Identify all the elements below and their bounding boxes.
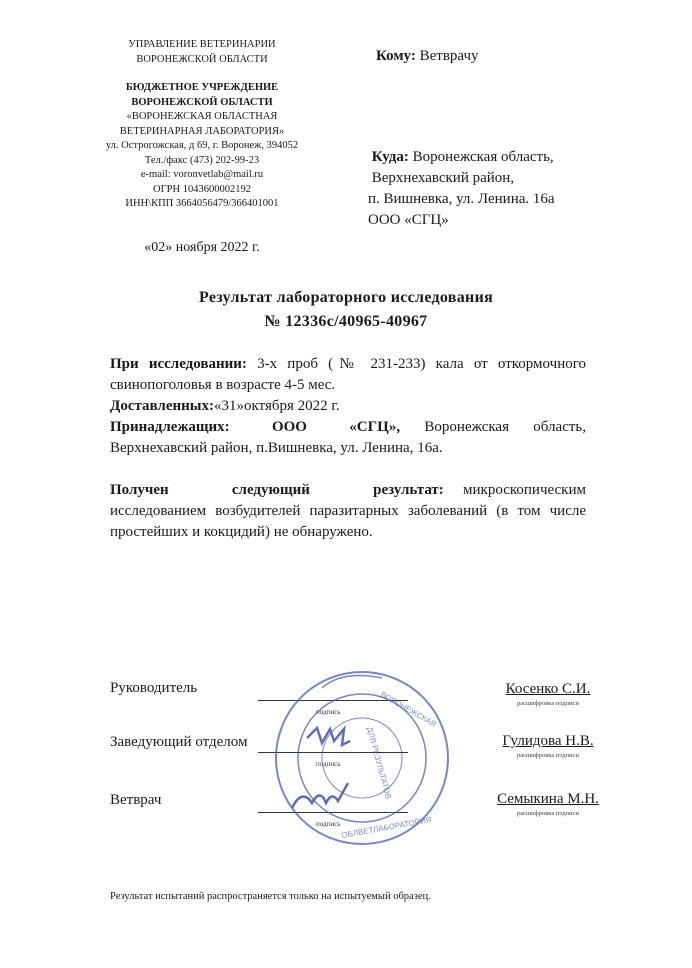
where-line: Воронежская область,: [412, 149, 554, 165]
owner-label: Принадлежащих: ООО «СГЦ»,: [110, 419, 401, 435]
delivered-label: Доставленных:: [110, 398, 214, 414]
to-value: Ветврачу: [419, 48, 479, 64]
result-number: № 12336с/40965-40967: [264, 313, 428, 330]
owner-text: Воронежская область, Верхнехавский район, п.Вишневка, ул. Ленина, 16а.: [110, 419, 586, 456]
document-date: «02» ноября 2022 г.: [144, 240, 260, 255]
org-line: ВЕТЕРИНАРНАЯ ЛАБОРАТОРИЯ»: [119, 125, 285, 137]
result-paragraph: [110, 480, 586, 543]
delivered-paragraph: [110, 396, 586, 417]
research-label: При исследовании:: [110, 356, 247, 372]
dept-line: УПРАВЛЕНИЕ ВЕТЕРИНАРИИ: [128, 39, 276, 50]
result-label: Получен следующий результат:: [110, 482, 444, 498]
email: e-mail: voronvetlab@mail.ru: [140, 169, 264, 180]
role-vet: Ветврач: [110, 792, 162, 808]
delivered-text: «31»октября 2022 г.: [214, 398, 340, 414]
org-line: ВОРОНЕЖСКОЙ ОБЛАСТИ: [131, 96, 273, 108]
name-caption: расшифровка подписи: [516, 752, 580, 759]
document-body: [110, 354, 586, 543]
where-label: Куда:: [371, 149, 409, 165]
role-head: Руководитель: [110, 680, 198, 696]
result-text: микроскопическим исследованием возбудителей паразитарных заболеваний (в том числе простейших и кокцидий) не обнаружено.: [110, 482, 586, 540]
address: ул. Острогожская, д 69, г. Воронеж, 394052: [105, 140, 299, 151]
title-line: Результат лабораторного исследования: [198, 289, 494, 306]
signer-name: [488, 681, 608, 707]
signature-caption: подпись: [316, 708, 341, 716]
signature-caption: подпись: [316, 760, 341, 768]
svg-text:ОБЛВЕТЛАБОРАТОРИЯ: ОБЛВЕТЛАБОРАТОРИЯ: [340, 815, 433, 840]
where-line: Верхнехавский район,: [371, 170, 515, 186]
signer-name: [488, 733, 608, 759]
signer-name: [488, 791, 608, 817]
footer-note: Результат испытаний распространяется только на испытуемый образец.: [110, 891, 431, 902]
inn: ИНН\КПП 3664056479/366401001: [125, 198, 279, 209]
org-line: БЮДЖЕТНОЕ УЧРЕЖДЕНИЕ: [125, 82, 279, 93]
name-caption: расшифровка подписи: [516, 700, 580, 707]
where-line: ООО «СГЦ»: [368, 212, 449, 228]
to-label: Кому:: [376, 48, 416, 64]
name-caption: расшифровка подписи: [516, 810, 580, 817]
document-title: [0, 286, 692, 334]
lab-letterhead: [82, 38, 322, 212]
name-text: Косенко С.И.: [505, 681, 591, 697]
ogrn: ОГРН 1043600002192: [153, 183, 251, 195]
svg-text:ВОРОНЕЖСКАЯ: ВОРОНЕЖСКАЯ: [379, 689, 438, 730]
recipient-to: [376, 48, 479, 65]
owner-paragraph: [110, 417, 586, 459]
recipient-address: [368, 147, 555, 231]
dept-line: ВОРОНЕЖСКОЙ ОБЛАСТИ: [136, 53, 268, 65]
research-text: 3-х проб (№ 231-233) кала от откормочного свинопоголовья в возрасте 4-5 мес.: [110, 356, 586, 393]
org-line: «ВОРОНЕЖСКАЯ ОБЛАСТНАЯ: [126, 111, 278, 122]
role-dept-head: Заведующий отделом: [110, 734, 248, 750]
svg-text:ДЛЯ РЕЗУЛЬТАТОВ: ДЛЯ РЕЗУЛЬТАТОВ: [365, 726, 393, 800]
where-line: п. Вишневка, ул. Ленина. 16а: [368, 191, 555, 207]
official-stamp: [262, 668, 462, 848]
phone: Тел./факс (473) 202-99-23: [144, 154, 260, 166]
name-text: Гулидова Н.В.: [502, 733, 594, 749]
name-text: Семыкина М.Н.: [497, 791, 599, 807]
signature-caption: подпись: [316, 820, 341, 828]
research-paragraph: [110, 354, 586, 396]
